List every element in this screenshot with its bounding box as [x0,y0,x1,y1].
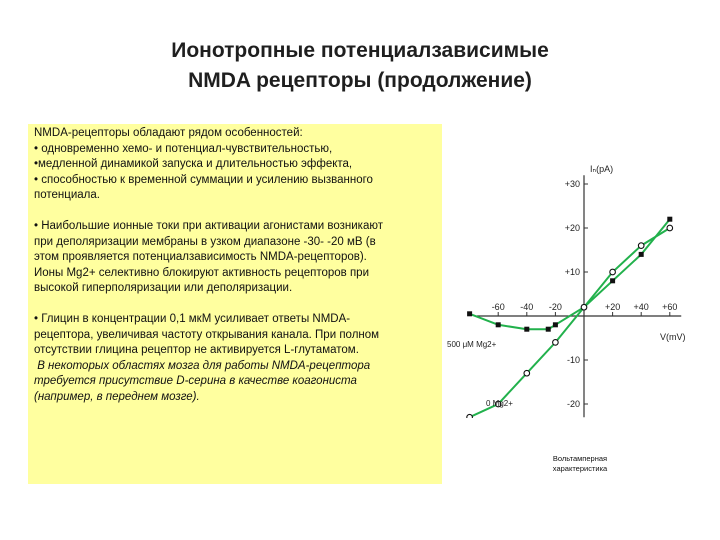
x-tick-label: +60 [662,302,678,312]
series-label-mg: 500 μM Mg2+ [447,340,497,349]
paragraph-features [34,126,436,204]
data-point-circle [581,304,587,310]
text-line: отсутствии глицина рецептор не активируется L-глутаматом. [34,344,359,357]
y-tick-label: +20 [564,223,580,233]
x-tick-label: -60 [491,302,505,312]
text-line: NMDA-рецепторы обладают рядом особенностей: [34,127,303,139]
text-line: высокой гиперполяризации или деполяризации. [34,282,293,295]
caption-line-1: Вольтамперная [552,454,608,463]
y-tick-label: +10 [564,267,580,277]
data-point-circle [467,414,473,418]
chart-axes [477,175,681,417]
title-line-1: Ионотропные потенциалзависимые [171,39,549,62]
text-line: рецептора, увеличивая частоту открывания канала. При полном [34,328,380,341]
chart-lines [470,219,670,417]
chart-caption [530,454,630,474]
x-tick-label: +20 [604,302,621,312]
text-line: • способностью к временной суммации и усилению вызванного [34,173,373,186]
text-line: • Наибольшие ионные токи при активации агонистами возникают [34,219,384,232]
data-point-square [610,278,615,283]
text-line: (например, в переднем мозге). [34,390,200,403]
data-point-circle [553,340,559,346]
text-panel [28,124,442,484]
page-title [0,36,720,96]
text-line: этом проявляется потенциалзависимость NMDA-рецепторов). [34,251,367,264]
data-point-square [667,217,672,222]
x-tick-label: -20 [548,302,562,312]
paragraph-d-serine [34,359,436,406]
y-tick-label: -10 [566,355,580,365]
paragraph-ion-currents [34,219,436,297]
text-line: Ионы Mg2+ селективно блокируют активность рецепторов при [34,266,369,279]
y-tick-label: +30 [564,179,580,189]
text-line: • Глицин в концентрации 0,1 мкМ усиливает ответы NMDA- [34,312,351,325]
data-point-square [639,252,644,257]
text-line: потенциала. [34,189,100,202]
title-line-2: NMDA рецепторы (продолжение) [188,69,532,92]
series-label-zero-mg: 0 Mg2+ [486,399,513,408]
text-line: • одновременно хемо- и потенциал-чувствительностью, [34,142,333,155]
data-point-square [496,322,501,327]
data-point-square [524,327,529,332]
data-point-square [467,311,472,316]
iv-chart [444,156,696,418]
x-tick-label: +40 [633,302,649,312]
x-tick-label: -40 [520,302,534,312]
data-point-square [553,322,558,327]
y-axis-label: Iₙ(pA) [590,164,614,174]
text-line: требуется присутствие D-серина в качестве коагониста [34,375,357,388]
data-point-square [546,327,551,332]
data-point-circle [610,269,616,275]
y-tick-label: -20 [566,399,580,409]
x-axis-label: V(mV) [660,332,686,342]
chart-markers [467,217,673,418]
text-line: •медленной динамикой запуска и длительностью эффекта, [34,158,353,171]
paragraph-glycine [34,312,436,359]
data-point-circle [667,225,673,231]
data-point-circle [638,243,644,249]
text-line: В некоторых областях мозга для работы NMDA-рецептора [34,359,371,372]
caption-line-2: характеристика [552,464,608,473]
data-point-circle [524,370,530,376]
text-line: при деполяризации мембраны в узком диапазоне -30- -20 мВ (в [34,235,376,248]
